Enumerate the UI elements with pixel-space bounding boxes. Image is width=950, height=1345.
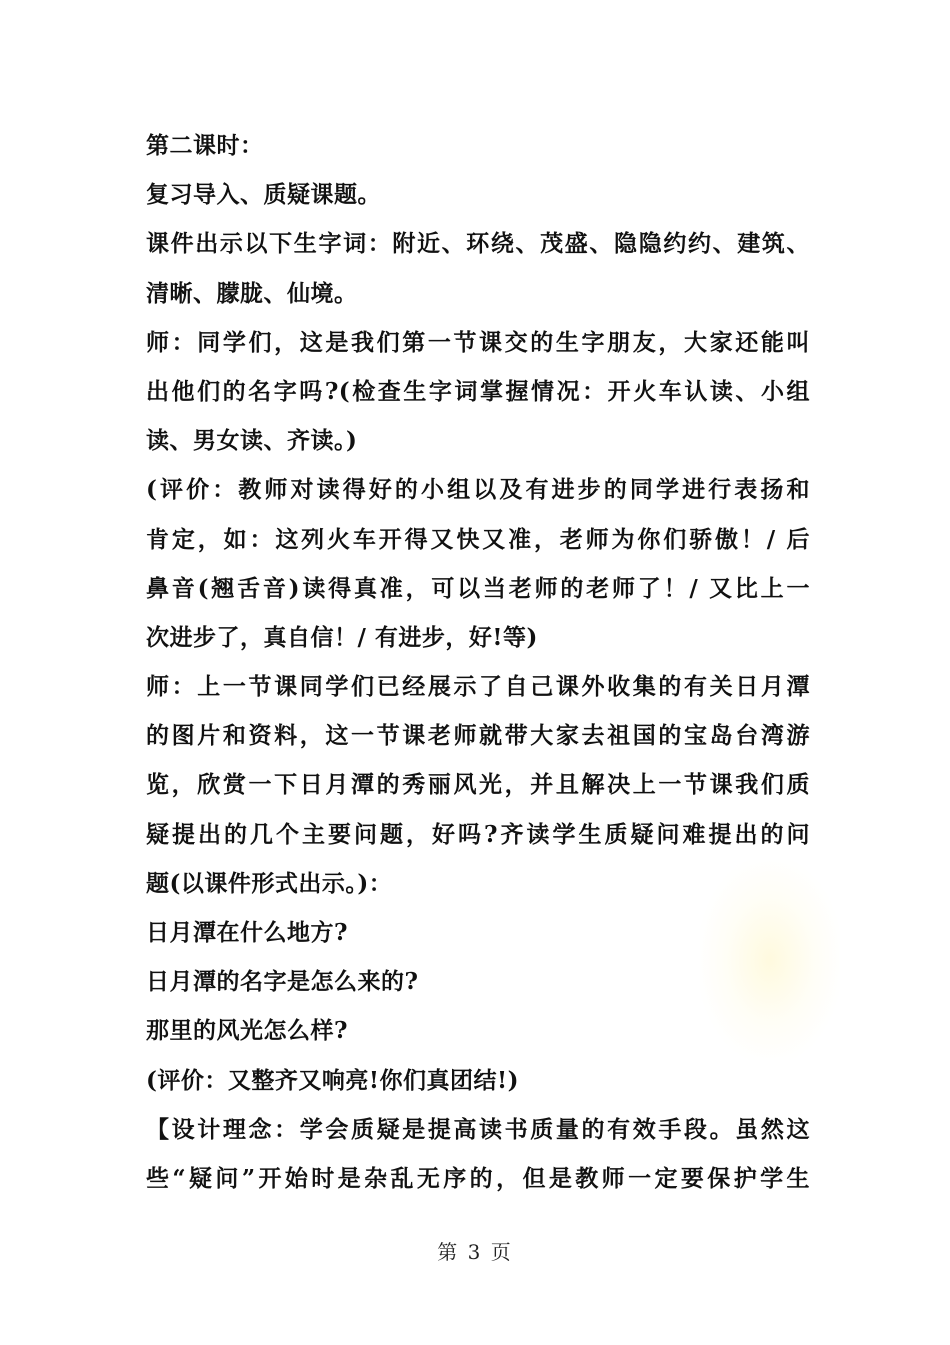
text-line: 些“疑问”开始时是杂乱无序的，但是教师一定要保护学生 (146, 1164, 810, 1192)
text-line: 出他们的名字吗?(检查生字词掌握情况：开火车认读、小组 (146, 377, 810, 405)
text-line: 览，欣赏一下日月潭的秀丽风光，并且解决上一节课我们质 (146, 771, 810, 799)
text-line: (评价：教师对读得好的小组以及有进步的同学进行表扬和 (146, 476, 810, 504)
text-line: 第二课时： (146, 132, 264, 159)
text-line: 课件出示以下生字词：附近、环绕、茂盛、隐隐约约、建筑、 (146, 230, 810, 258)
text-line: 肯定，如：这列火车开得又快又准，老师为你们骄傲！/ 后 (146, 525, 810, 553)
document-body (146, 121, 810, 1203)
text-line: 疑提出的几个主要问题，好吗?齐读学生质疑问难提出的问 (146, 820, 810, 848)
text-line: 【设计理念：学会质疑是提高读书质量的有效手段。虽然这 (146, 1115, 810, 1143)
text-line: 师：同学们，这是我们第一节课交的生字朋友，大家还能叫 (146, 328, 810, 356)
text-line: 的图片和资料，这一节课老师就带大家去祖国的宝岛台湾游 (146, 722, 810, 750)
text-line: 次进步了，真自信！/ 有进步，好!等) (146, 623, 538, 651)
text-line: 日月潭的名字是怎么来的? (146, 968, 419, 996)
text-line: (评价：又整齐又响亮!你们真团结!) (146, 1066, 519, 1094)
text-line: 师：上一节课同学们已经展示了自己课外收集的有关日月潭 (146, 673, 810, 701)
text-line: 读、男女读、齐读。) (146, 427, 358, 455)
text-line: 复习导入、质疑课题。 (146, 181, 381, 209)
text-line: 鼻音(翘舌音)读得真准，可以当老师的老师了！/ 又比上一 (146, 574, 810, 602)
text-line: 日月潭在什么地方? (146, 919, 348, 946)
text-line: 那里的风光怎么样? (146, 1017, 348, 1045)
text-line: 清晰、朦胧、仙境。 (146, 279, 358, 307)
text-line: 题(以课件形式出示。)： (146, 869, 393, 897)
page-number: 第 3 页 (437, 1240, 513, 1264)
